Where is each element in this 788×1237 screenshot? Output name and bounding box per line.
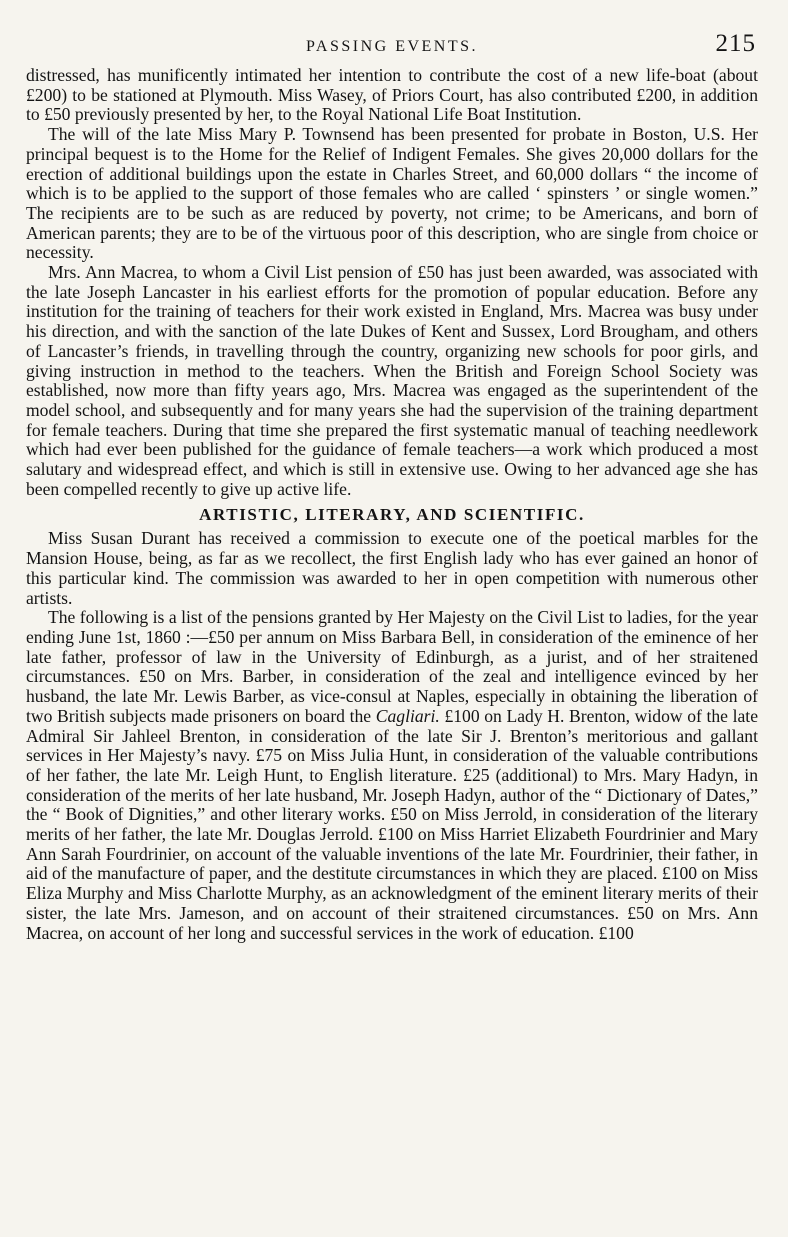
- running-head: PASSING EVENTS.: [305, 38, 479, 55]
- paragraph-macrea: Mrs. Ann Macrea, to whom a Civil List pension of £50 has just been awarded, was associated with the late Joseph Lancaster in his earliest efforts for the promotion of popular education. Before any institution for the training of teachers for their work existed in England, Mrs. Macrea was busy under his direction, and with the sanction of the late Dukes of Kent and Sussex, Lord Brougham, and others of Lancaster’s friends, in travelling through the country, organizing new schools for poor girls, and giving instruction in method to the teachers. When the British and Foreign School Society was established, now more than fifty years ago, Mrs. Macrea was engaged as the superintendent of the model school, and subsequently and for many years she had the supervision of the training department for female teachers. During that time she prepared the first systematic manual of teaching needlework which had ever been published for the guidance of female teachers—a work which produced a most salutary and widespread effect, and which is still in extensive use. Owing to her advanced age she has been compelled recently to give up active life.: [26, 262, 758, 499]
- section-heading: ARTISTIC, LITERARY, AND SCIENTIFIC.: [199, 505, 585, 525]
- paragraph-pensions: [26, 608, 758, 943]
- paragraph-durant: Miss Susan Durant has received a commission to execute one of the poetical marbles for the Mansion House, being, as far as we recollect, the first English lady who has ever gained an honor of this particular kind. The commission was awarded to her in open competition with numerous other artists.: [26, 528, 758, 608]
- paragraph-townsend-will: The will of the late Miss Mary P. Townsend has been presented for probate in Boston, U.S. Her principal bequest is to the Home for the Relief of Indigent Females. She gives 20,000 dollars for the erection of additional buildings upon the estate in Charles Street, and 60,000 dollars “ the income of which is to be applied to the support of those females who are called ‘ spinsters ’ or single women.” The recipients are to be such as are reduced by poverty, not crime; to be Americans, and born of American parents; they are to be of the virtuous poor of this description, who are single from choice or necessity.: [26, 124, 758, 263]
- page-number: 215: [715, 30, 756, 57]
- ship-name: Cagliari.: [375, 705, 440, 726]
- paragraph-lifeboat: distressed, has munificently intimated her intention to contribute the cost of a new life-boat (about £200) to be stationed at Plymouth. Miss Wasey, of Priors Court, has also contributed £200, in addition to £50 previously presented by her, to the Royal National Life Boat Institution.: [26, 65, 758, 125]
- pensions-text-part-1: The following is a list of the pensions granted by Her Majesty on the Civil List to ladies, for the year ending June 1st, 1860 :—£50 per annum on Miss Barbara Bell, in consideration of the eminence of her late father, professor of law in the University of Edinburgh, as a jurist, and of her straitened circumstances. £50 on Mrs. Barber, in consideration of the zeal and intelligence evinced by her husband, the late Mr. Lewis Barber, as vice-consul at Naples, especially in obtaining the liberation of two British subjects made prisoners on board the: [26, 607, 758, 726]
- pensions-text-part-2: £100 on Lady H. Brenton, widow of the late Admiral Sir Jahleel Brenton, in consideration of the late Sir J. Brenton’s meritorious and gallant services in Her Majesty’s navy. £75 on Miss Julia Hunt, in consideration of the valuable contributions of her father, the late Mr. Leigh Hunt, to English literature. £25 (additional) to Mrs. Mary Hadyn, in consideration of the merits of her late husband, Mr. Joseph Hadyn, author of the “ Dictionary of Dates,” the “ Book of Dignities,” and other literary works. £50 on Miss Jerrold, in consideration of the literary merits of her father, the late Mr. Douglas Jerrold. £100 on Miss Harriet Elizabeth Fourdrinier and Mary Ann Sarah Fourdrinier, on account of the valuable inventions of the late Mr. Fourdrinier, their father, in aid of the manufacture of paper, and the destitute circumstances in which they are placed. £100 on Miss Eliza Murphy and Miss Charlotte Murphy, as an acknowledgment of the eminent literary merits of their sister, the late Mrs. Jameson, and on account of their straitened circumstances. £50 on Mrs. Ann Macrea, on account of her long and successful services in the work of education. £100: [26, 705, 759, 943]
- page-header: [26, 26, 758, 66]
